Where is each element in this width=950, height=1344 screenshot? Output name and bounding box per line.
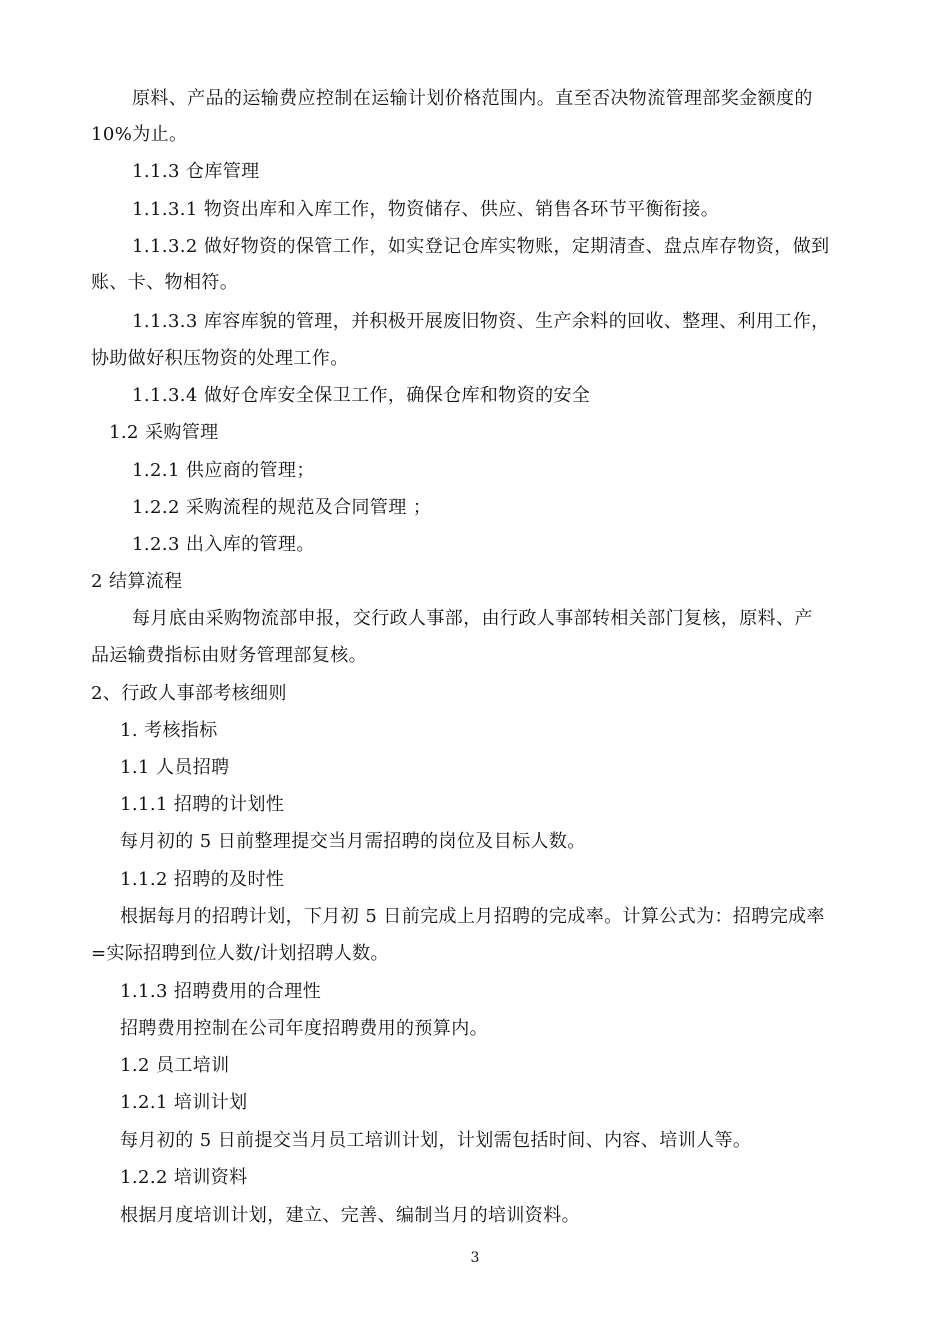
text-line: 1.1.3.3 库容库貌的管理，并积极开展废旧物资、生产余料的回收、整理、利用工作， (132, 311, 830, 332)
section-heading: 1.1.3 仓库管理 (132, 161, 260, 182)
section-heading: 1.1.1 招聘的计划性 (120, 794, 285, 815)
section-heading: 1. 考核指标 (120, 720, 218, 741)
section-heading: 1.2 员工培训 (120, 1055, 230, 1076)
section-heading: 1.2.2 培训资料 (120, 1167, 248, 1188)
text-line: 10%为止。 (91, 124, 188, 145)
section-heading: 1.2.1 培训计划 (120, 1092, 248, 1113)
text-line: 招聘费用控制在公司年度招聘费用的预算内。 (120, 1018, 488, 1039)
section-heading: 1.1.2 招聘的及时性 (120, 869, 285, 890)
text-line: 1.2.3 出入库的管理。 (132, 534, 315, 555)
section-heading: 1.1.3 招聘费用的合理性 (120, 981, 322, 1002)
text-line: 1.2.1 供应商的管理； (132, 460, 315, 481)
section-heading: 2 结算流程 (91, 571, 183, 592)
text-line: 1.1.3.2 做好物资的保管工作，如实登记仓库实物账，定期清查、盘点库存物资，做到 (132, 236, 830, 257)
text-line: 品运输费指标由财务管理部复核。 (91, 645, 367, 666)
page-number: 3 (470, 1250, 480, 1266)
text-line: 根据月度培训计划，建立、完善、编制当月的培训资料。 (120, 1205, 580, 1226)
section-heading: 2、行政人事部考核细则 (91, 683, 287, 704)
text-line: 每月初的 5 日前整理提交当月需招聘的岗位及目标人数。 (120, 831, 586, 852)
text-line: 1.1.3.1 物资出库和入库工作，物资储存、供应、销售各环节平衡衔接。 (132, 199, 720, 220)
text-line: 每月底由采购物流部申报，交行政人事部，由行政人事部转相关部门复核，原料、产 (132, 608, 813, 629)
text-line: =实际招聘到位人数/计划招聘人数。 (91, 943, 389, 964)
text-line: 账、卡、物相符。 (91, 272, 239, 293)
text-line: 协助做好积压物资的处理工作。 (91, 348, 349, 369)
text-line: 原料、产品的运输费应控制在运输计划价格范围内。直至否决物流管理部奖金额度的 (132, 88, 813, 109)
text-line: 1.2.2 采购流程的规范及合同管理 ； (132, 497, 432, 518)
text-line: 根据每月的招聘计划，下月初 5 日前完成上月招聘的完成率。计算公式为：招聘完成率 (120, 906, 825, 927)
text-line: 每月初的 5 日前提交当月员工培训计划，计划需包括时间、内容、培训人等。 (120, 1130, 752, 1151)
text-line: 1.1.3.4 做好仓库安全保卫工作，确保仓库和物资的安全 (132, 385, 591, 406)
section-heading: 1.2 采购管理 (109, 422, 219, 443)
section-heading: 1.1 人员招聘 (120, 757, 230, 778)
